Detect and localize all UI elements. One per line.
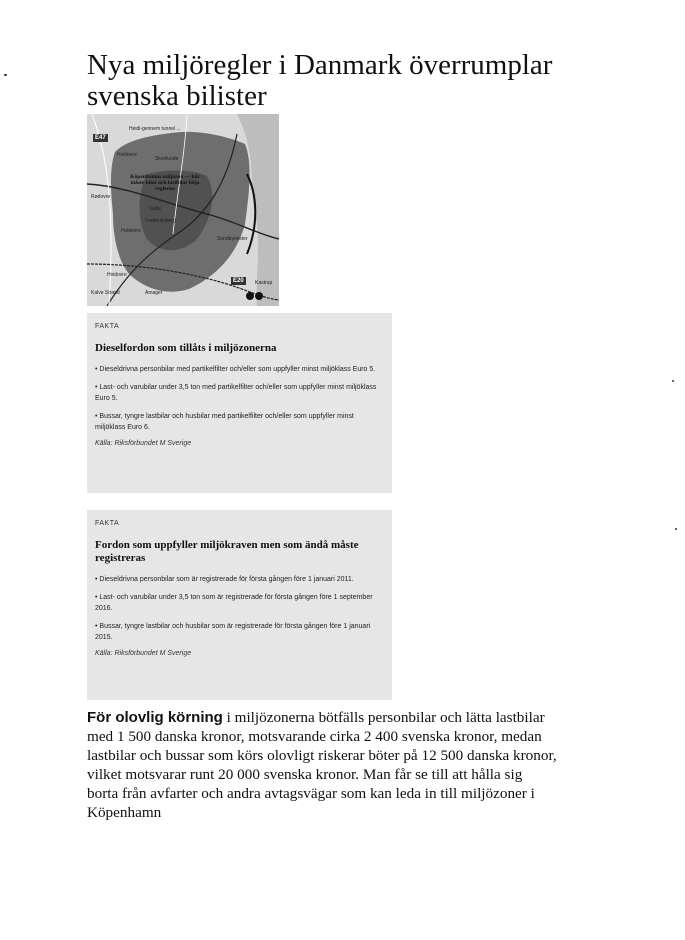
map-label-hvidovre-mid: Hvidovre (121, 228, 141, 234)
map-label-kalve-strand: Kalve Strand (91, 290, 120, 296)
map-label-hvidovre-bottom: Hvidovre (107, 272, 127, 278)
fakta-item: • Dieseldrivna personbilar med partikelfilter och/eller som uppfyller minst miljöklass Euro 5. (95, 366, 376, 373)
fakta-item: • Bussar, tyngre lastbilar och husbilar som är registrerade för första gången före 1 januari 2015. (95, 623, 371, 641)
road-badge-e20: E20 (233, 278, 244, 284)
article-body (87, 708, 557, 822)
road-badge-e47: E47 (95, 135, 106, 141)
fakta-item: • Dieseldrivna personbilar som är registrerade för första gången före 1 januari 2011. (95, 576, 354, 583)
map-label-frederiksberg: Frederiksberg (145, 218, 176, 224)
map-label-top: Heidi-gennem tunnel ... (129, 126, 181, 132)
fakta-kicker: FAKTA (95, 323, 120, 330)
map-label-rodovre: Rødovre (91, 194, 111, 200)
article-lead: För olovlig körning (87, 709, 223, 726)
fakta-title: Dieselfordon som tillåts i miljözonerna (95, 342, 277, 354)
zone-map (87, 114, 279, 306)
map-label-skovlunde: Skovlunde (155, 156, 179, 162)
fakta-box-registration (87, 510, 392, 700)
fakta-item: • Last- och varubilar under 3,5 ton som är registrerade för första gången före 1 september 2016. (95, 594, 373, 612)
fakta-source: Källa: Riksförbundet M Sverige (95, 650, 192, 657)
map-label-amager: Amager (145, 290, 163, 296)
map-label-valby: Valby (149, 206, 162, 212)
scan-speck (675, 528, 677, 530)
fakta-item: • Bussar, tyngre lastbilar och husbilar med partikelfilter och/eller som uppfyller minst miljöklass Euro 6. (95, 413, 354, 431)
article-body-text: i miljözonerna bötfälls personbilar och lätta lastbilar med 1 500 danska kronor, motsvarande cirka 2 400 svenska kronor, medan lastbilar och bussar som körs olovligt riskerar böter på 12 500 danska kronor, vilket motsvarar runt 20 000 svenska kronor. Man får se till att hålla sig borta från avfarter och andra avtagsvägar som kan leda in till miljözoner i Köpenhamn (87, 709, 557, 821)
map-label-kastrup: Kastrup (255, 280, 273, 286)
scan-speck (672, 380, 674, 382)
map-label-sundbyvester: Sundbyvester (217, 236, 248, 242)
fakta-kicker: FAKTA (95, 520, 120, 527)
fakta-source: Källa: Riksförbundet M Sverige (95, 440, 192, 447)
zone-caption: Köpenhamns miljözon — här måste bilar och lastbilar följa reglerna (130, 174, 200, 192)
fakta-box-diesel (87, 313, 392, 493)
map-logo-icon (245, 287, 265, 296)
article-headline: Nya miljöregler i Danmark överrumplar svenska bilister (87, 49, 553, 112)
map-label-hvidovre-top: Hvidovre (117, 152, 137, 158)
scan-speck (4, 74, 7, 76)
fakta-title: Fordon som uppfyller miljökraven men som ändå måste registreras (95, 539, 359, 564)
fakta-item: • Last- och varubilar under 3,5 ton med partikelfilter och/eller som uppfyller minst miljöklass Euro 5. (95, 384, 377, 402)
